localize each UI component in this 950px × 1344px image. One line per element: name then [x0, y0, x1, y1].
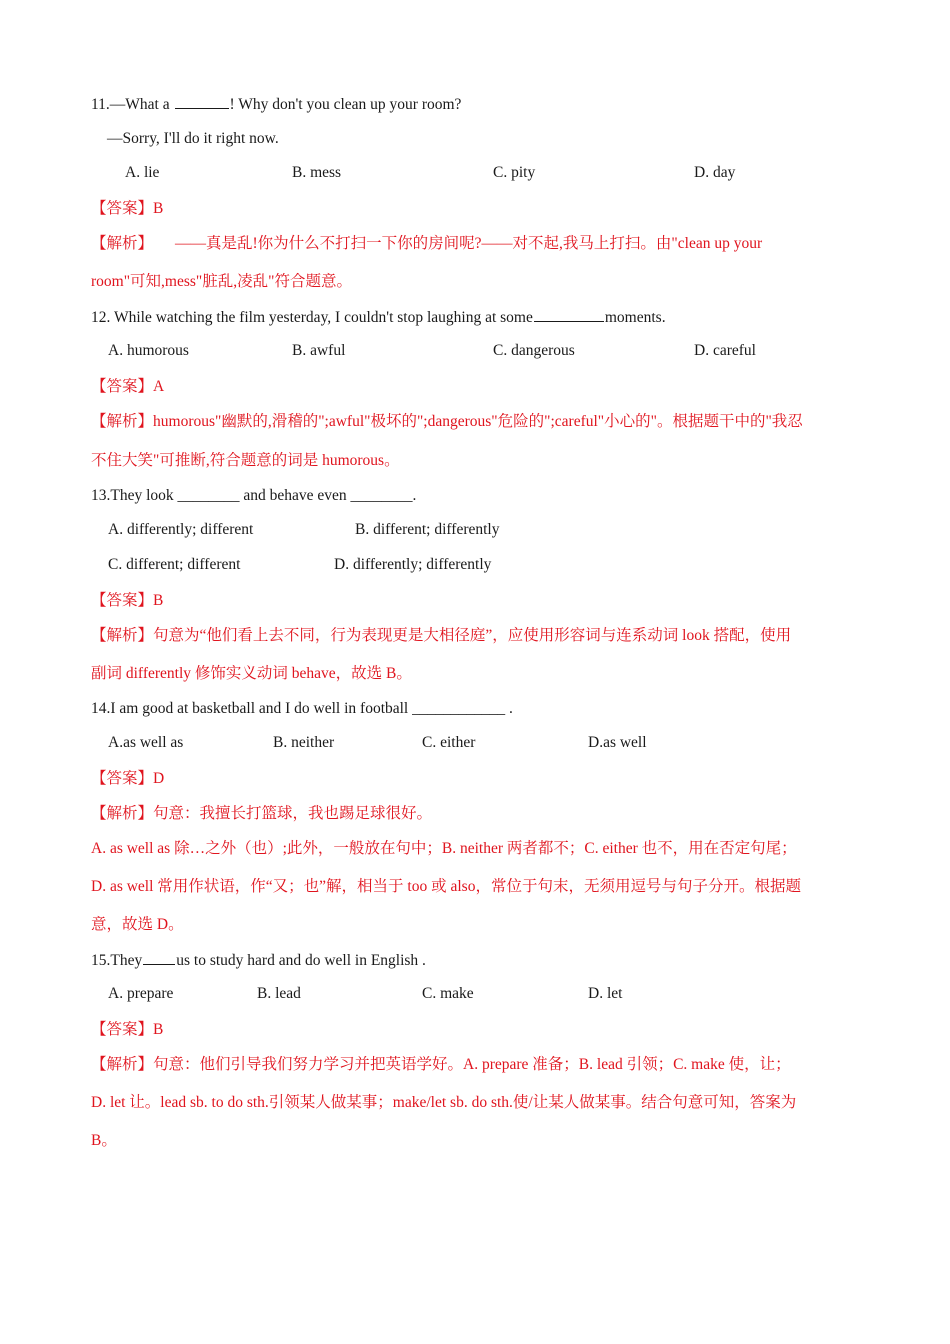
q12-question — [91, 307, 666, 328]
q13-answer-value: B — [153, 592, 164, 609]
q11-analysis-line-2: room"可知,mess"脏乱,凌乱"符合题意。 — [91, 273, 352, 290]
q15-question — [91, 950, 426, 971]
q15-answer — [91, 1020, 163, 1040]
q15-option-a: A. prepare — [108, 985, 174, 1002]
q15-blank — [143, 950, 175, 965]
q11-answer-tag: 【答案】 — [91, 200, 154, 217]
q15-analysis-tag: 【解析】 — [91, 1056, 154, 1073]
q11-option-b: B. mess — [292, 164, 342, 181]
q13-answer — [91, 591, 163, 611]
q14-analysis-tag: 【解析】 — [91, 805, 154, 822]
q13-option-a: A. differently; different — [108, 521, 254, 538]
q11-analysis-line-1 — [91, 234, 762, 254]
q13-analysis-line-2: 副词 differently 修饰实义动词 behave，故选 B。 — [91, 665, 412, 682]
q13-option-d: D. differently; differently — [334, 556, 492, 573]
q12-analysis-tag: 【解析】 — [91, 413, 154, 430]
q13-answer-tag: 【答案】 — [91, 592, 154, 609]
q14-analysis-text-1: 句意：我擅长打篮球，我也踢足球很好。 — [153, 805, 433, 822]
q12-option-d: D. careful — [694, 342, 756, 359]
q15-analysis-line-3: B。 — [91, 1132, 117, 1149]
q12-answer-tag: 【答案】 — [91, 378, 154, 395]
q12-option-a: A. humorous — [108, 342, 189, 359]
q14-analysis-line-4: 意，故选 D。 — [91, 916, 184, 933]
q11-analysis-text-1: ——真是乱!你为什么不打扫一下你的房间呢?——对不起,我马上打扫。由"clean up your — [175, 235, 763, 252]
q13-analysis-tag: 【解析】 — [91, 627, 154, 644]
q13-question: 13.They look ________ and behave even ________. — [91, 487, 417, 504]
q15-answer-value: B — [153, 1021, 164, 1038]
q11-reply: —Sorry, I'll do it right now. — [107, 130, 279, 147]
q13-option-c: C. different; different — [108, 556, 241, 573]
q14-answer — [91, 769, 164, 789]
q12-option-b: B. awful — [292, 342, 346, 359]
q15-question-start: 15.They — [91, 952, 143, 969]
q15-question-end: us to study hard and do well in English . — [176, 952, 426, 969]
q13-analysis-text-1: 句意为“他们看上去不同，行为表现更是大相径庭”，应使用形容词与连系动词 look 搭配，使用 — [153, 627, 792, 644]
q11-question-end: ! Why don't you clean up your room? — [229, 96, 462, 113]
q12-option-c: C. dangerous — [493, 342, 575, 359]
q14-answer-value: D — [153, 770, 165, 787]
q12-question-start: 12. While watching the film yesterday, I couldn't stop laughing at some — [91, 309, 533, 326]
q12-analysis-line-2: 不住大笑"可推断,符合题意的词是 humorous。 — [91, 452, 400, 469]
q11-blank — [175, 94, 229, 109]
q14-question: 14.I am good at basketball and I do well in football ____________ . — [91, 700, 513, 717]
q11-option-d: D. day — [694, 164, 736, 181]
q14-option-b: B. neither — [273, 734, 335, 751]
q15-analysis-text-1: 句意：他们引导我们努力学习并把英语学好。A. prepare 准备；B. lead 引领；C. make 使，让； — [153, 1056, 791, 1073]
q15-analysis-line-1 — [91, 1055, 791, 1075]
q15-answer-tag: 【答案】 — [91, 1021, 154, 1038]
q12-analysis-line-1 — [91, 412, 803, 432]
q13-analysis-line-1 — [91, 626, 791, 646]
q11-answer — [91, 199, 163, 219]
q12-analysis-text-1: humorous"幽默的,滑稽的";awful"极坏的";dangerous"危险的";careful"小心的"。根据题干中的"我忍 — [153, 413, 803, 430]
q15-option-c: C. make — [422, 985, 474, 1002]
q11-question — [91, 94, 461, 115]
q14-answer-tag: 【答案】 — [91, 770, 154, 787]
q13-option-b: B. different; differently — [355, 521, 500, 538]
q11-answer-value: B — [153, 200, 164, 217]
q15-analysis-line-2: D. let 让。lead sb. to do sth.引领某人做某事；make/let sb. do sth.使/让某人做某事。结合句意可知，答案为 — [91, 1094, 797, 1111]
q12-question-end: moments. — [604, 309, 666, 326]
q11-option-a: A. lie — [125, 164, 160, 181]
q12-answer — [91, 377, 164, 397]
q12-answer-value: A — [153, 378, 165, 395]
q14-option-c: C. either — [422, 734, 476, 751]
q11-question-start: 11.—What a — [91, 96, 174, 113]
q14-analysis-line-3: D. as well 常用作状语，作“又；也”解，相当于 too 或 also，常位于句末，无须用逗号与句子分开。根据题 — [91, 878, 801, 895]
q11-analysis-tag: 【解析】 — [91, 235, 154, 252]
q14-analysis-line-2: A. as well as 除…之外（也）;此外，一般放在句中；B. neither 两者都不；C. either 也不，用在否定句尾； — [91, 840, 797, 857]
q14-analysis-line-1 — [91, 804, 432, 824]
q14-option-a: A.as well as — [108, 734, 184, 751]
q14-option-d: D.as well — [588, 734, 647, 751]
q15-option-b: B. lead — [257, 985, 301, 1002]
q12-blank — [534, 307, 604, 322]
q15-option-d: D. let — [588, 985, 623, 1002]
q11-option-c: C. pity — [493, 164, 536, 181]
